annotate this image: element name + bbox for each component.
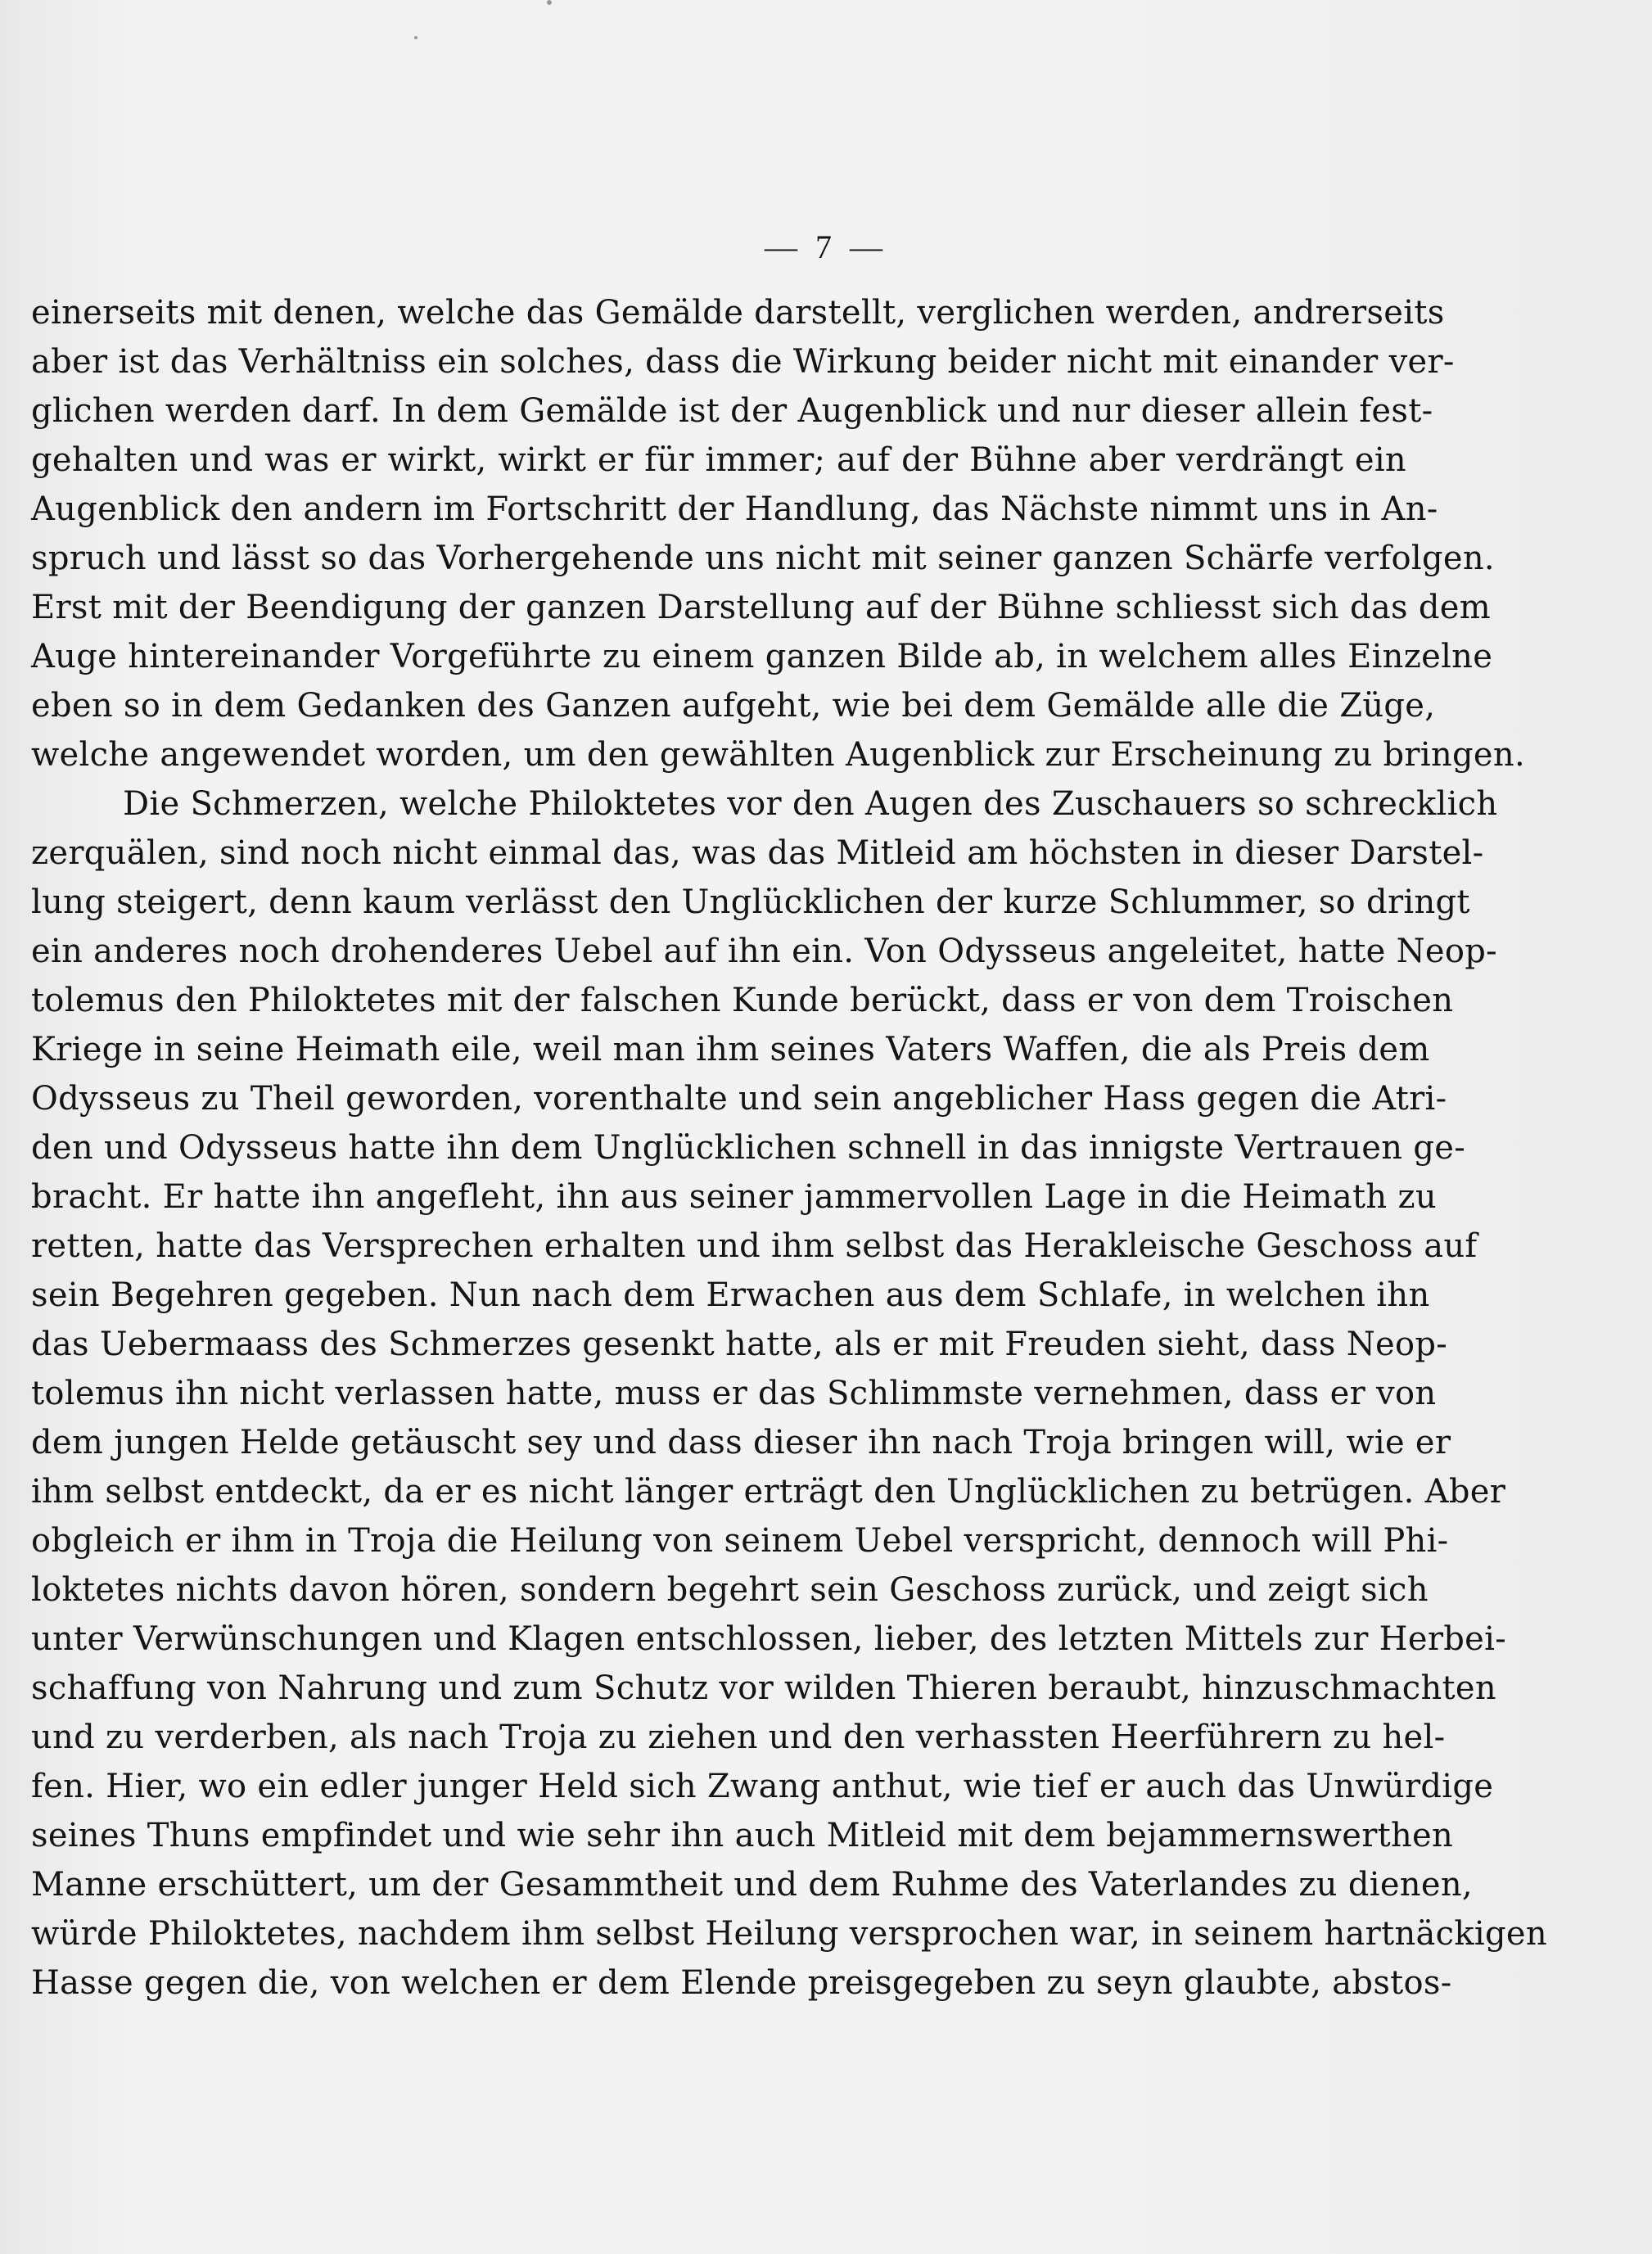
text-line: Augenblick den andern im Fortschritt der Handlung, das Nächste nimmt uns in An- (31, 490, 1438, 528)
text-line: Hasse gegen die, von welchen er dem Elende preisgegeben zu seyn glaubte, abstos- (31, 1964, 1452, 2002)
text-line: ein anderes noch drohenderes Uebel auf ihn ein. Von Odysseus angeleitet, hatte Neop- (31, 933, 1497, 970)
text-line: Auge hintereinander Vorgeführte zu einem ganzen Bilde ab, in welchem alles Einzelne (31, 638, 1493, 675)
text-line: bracht. Er hatte ihn angefleht, ihn aus seiner jammervollen Lage in die Heimath zu (31, 1178, 1437, 1216)
text-line: einerseits mit denen, welche das Gemälde darstellt, verglichen werden, andrerseits (31, 294, 1445, 332)
text-line: Odysseus zu Theil geworden, vorenthalte und sein angeblicher Hass gegen die Atri- (31, 1080, 1447, 1118)
text-line: aber ist das Verhältniss ein solches, dass die Wirkung beider nicht mit einander ver- (31, 343, 1455, 381)
text-line: seines Thuns empfindet und wie sehr ihn auch Mitleid mit dem bejammernswerthen (31, 1817, 1454, 1854)
text-line: unter Verwünschungen und Klagen entschlossen, lieber, des letzten Mittels zur Herbei- (31, 1620, 1507, 1658)
text-line: Erst mit der Beendigung der ganzen Darstellung auf der Bühne schliesst sich das dem (31, 589, 1492, 626)
text-line: tolemus den Philoktetes mit der falschen Kunde berückt, dass er von dem Troischen (31, 982, 1454, 1019)
text-line: Kriege in seine Heimath eile, weil man ihm seines Vaters Waffen, die als Preis dem (31, 1031, 1430, 1068)
text-line: schaffung von Nahrung und zum Schutz vor wilden Thieren beraubt, hinzuschmachten (31, 1669, 1496, 1707)
text-line: spruch und lässt so das Vorhergehende uns nicht mit seiner ganzen Schärfe verfolgen. (31, 540, 1495, 577)
text-line: zerquälen, sind noch nicht einmal das, was das Mitleid am höchsten in dieser Darstel- (31, 834, 1484, 872)
text-line: glichen werden darf. In dem Gemälde ist der Augenblick und nur dieser allein fest- (31, 392, 1433, 430)
text-line: tolemus ihn nicht verlassen hatte, muss er das Schlimmste vernehmen, dass er von (31, 1375, 1437, 1412)
text-line: das Uebermaass des Schmerzes gesenkt hatte, als er mit Freuden sieht, dass Neop- (31, 1326, 1448, 1363)
text-line: eben so in dem Gedanken des Ganzen aufgeht, wie bei dem Gemälde alle die Züge, (31, 687, 1436, 725)
text-line: und zu verderben, als nach Troja zu ziehen und den verhassten Heerführern zu hel- (31, 1719, 1446, 1756)
paper-speck (547, 0, 552, 5)
text-line: welche angewendet worden, um den gewählten Augenblick zur Erscheinung zu bringen. (31, 736, 1525, 774)
text-line: dem jungen Helde getäuscht sey und dass dieser ihn nach Troja bringen will, wie er (31, 1424, 1451, 1461)
text-line: obgleich er ihm in Troja die Heilung von seinem Uebel verspricht, dennoch will Phi- (31, 1522, 1449, 1560)
text-line: würde Philoktetes, nachdem ihm selbst Heilung versprochen war, in seinem hartnäckigen (31, 1915, 1547, 1953)
text-line: Manne erschüttert, um der Gesammtheit und dem Ruhme des Vaterlandes zu dienen, (31, 1866, 1473, 1904)
text-line: fen. Hier, wo ein edler junger Held sich Zwang anthut, wie tief er auch das Unwürdige (31, 1768, 1494, 1805)
text-line: sein Begehren gegeben. Nun nach dem Erwachen aus dem Schlafe, in welchen ihn (31, 1276, 1430, 1314)
text-line: den und Odysseus hatte ihn dem Unglücklichen schnell in das innigste Vertrauen ge- (31, 1129, 1466, 1167)
text-line: loktetes nichts davon hören, sondern begehrt sein Geschoss zurück, und zeigt sich (31, 1571, 1429, 1609)
text-line: lung steigert, denn kaum verlässt den Unglücklichen der kurze Schlummer, so dringt (31, 883, 1470, 921)
text-line: gehalten und was er wirkt, wirkt er für immer; auf der Bühne aber verdrängt ein (31, 441, 1406, 479)
text-line: ihm selbst entdeckt, da er es nicht länger erträgt den Unglücklichen zu betrügen. Aber (31, 1473, 1506, 1511)
paper-speck (414, 36, 418, 39)
text-line: retten, hatte das Versprechen erhalten und ihm selbst das Herakleische Geschoss auf (31, 1227, 1478, 1265)
page-number: — 7 — (765, 228, 887, 265)
paragraph-start-line: Die Schmerzen, welche Philoktetes vor den Augen des Zuschauers so schrecklich (123, 785, 1498, 823)
body-text (31, 288, 1547, 2008)
